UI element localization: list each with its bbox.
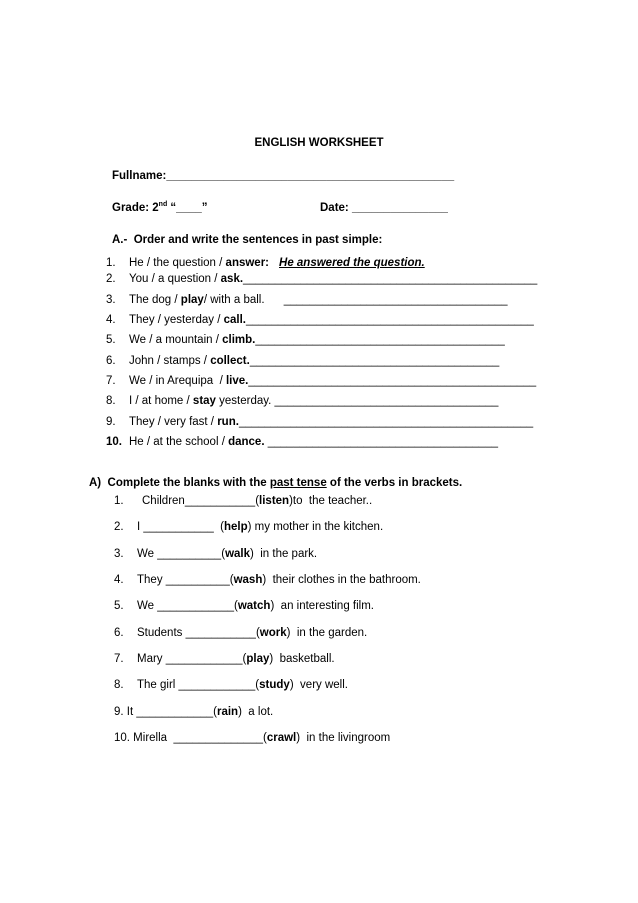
section-a-item-number: 9.: [106, 416, 116, 428]
section-b-item-verb: walk: [225, 548, 250, 560]
section-b-item-rest: in the park.: [253, 548, 318, 560]
section-a-answer-blank[interactable]: _____________________________________________: [246, 314, 534, 326]
section-a-item: [106, 394, 498, 408]
section-b-item-subject: We: [137, 548, 158, 560]
section-b-item-rest: in the livingroom: [300, 732, 391, 744]
close-bracket: ): [238, 706, 242, 718]
section-b-answer-blank[interactable]: ____________: [165, 653, 243, 665]
section-a-item-prompt: They / yesterday /: [129, 314, 224, 326]
section-b-item: [114, 573, 421, 587]
section-a-example-answer: He answered the question.: [279, 257, 425, 269]
section-b-answer-blank[interactable]: __________: [165, 574, 230, 586]
section-b-item-verb: study: [259, 679, 290, 691]
section-a-answer-blank[interactable]: _____________________________________________: [248, 375, 537, 387]
section-b-heading-underlined: past tense: [269, 477, 327, 489]
date-field[interactable]: Date: _______________: [320, 202, 448, 214]
section-b-item-number: 2.: [114, 521, 124, 533]
section-b-item: [114, 652, 335, 666]
section-a-answer-blank[interactable]: _______________________________________: [255, 334, 505, 346]
section-b-item-subject: We: [137, 600, 158, 612]
section-b-item-verb: work: [259, 627, 287, 639]
open-bracket: (: [242, 653, 247, 665]
open-bracket: (: [213, 706, 217, 718]
fullname-field[interactable]: _____________________________________________: [166, 170, 455, 182]
section-a-item: [106, 272, 537, 286]
grade-superscript: nd: [158, 201, 168, 209]
section-b-item-number: 6.: [114, 627, 124, 639]
section-a-answer-blank[interactable]: ___________________________________: [283, 294, 508, 306]
section-b-answer-blank[interactable]: ____________: [178, 679, 256, 691]
section-b-answer-blank[interactable]: ____________: [136, 706, 214, 718]
section-a-item-prompt: He / at the school /: [129, 436, 229, 448]
section-a-item: [106, 333, 505, 347]
section-b-item-verb: watch: [237, 600, 271, 612]
section-b-item: [114, 731, 390, 745]
open-bracket: (: [229, 574, 234, 586]
section-b-item-rest: a lot.: [241, 706, 274, 718]
section-b-item-rest: very well.: [293, 679, 348, 691]
section-a-answer-blank[interactable]: ______________________________________________: [243, 273, 538, 285]
section-b-item-verb: play: [246, 653, 270, 665]
section-b-item: [114, 494, 372, 508]
close-bracket: ): [262, 574, 267, 586]
section-a-item-prompt: I / at home /: [129, 395, 193, 407]
fullname-label: Fullname:: [112, 170, 167, 182]
section-a-item: [106, 354, 499, 368]
section-b-item-verb: listen: [259, 495, 290, 507]
section-a-item-number: 6.: [106, 355, 116, 367]
section-a-item-verb: dance.: [228, 436, 265, 448]
section-b-item-number: 5.: [114, 600, 124, 612]
open-bracket: (: [255, 495, 260, 507]
section-a-answer-blank[interactable]: _______________________________________: [249, 355, 500, 367]
section-a-item-number: 5.: [106, 334, 116, 346]
section-a-answer-blank[interactable]: ____________________________________: [267, 436, 498, 448]
grade-label: Grade: 2: [112, 202, 159, 214]
section-a-item-verb: call.: [223, 314, 246, 326]
section-a-answer-blank[interactable]: ______________________________________________: [238, 416, 534, 428]
section-a-item-prompt: You / a question /: [129, 273, 221, 285]
section-a-answer-blank[interactable]: ___________________________________: [274, 395, 499, 407]
close-bracket: ): [296, 732, 301, 744]
close-bracket: ): [286, 627, 291, 639]
section-a-item: [106, 293, 508, 307]
section-b-item-verb: help: [223, 521, 248, 533]
section-a-item-verb: ask.: [220, 273, 244, 285]
close-bracket: ): [247, 521, 252, 533]
section-a-item-verb: play: [180, 294, 204, 306]
section-a-item-number: 8.: [106, 395, 116, 407]
open-bracket: (: [255, 679, 260, 691]
section-a-item-number: 1.: [106, 257, 116, 269]
section-a-item-verb: stay: [192, 395, 216, 407]
section-b-item-number: 1.: [114, 495, 124, 507]
section-b-heading-post: of the verbs in brackets.: [326, 477, 463, 489]
open-bracket: (: [263, 732, 267, 744]
section-a-item: [106, 313, 534, 327]
section-b-item-number: 7.: [114, 653, 124, 665]
section-a-item-verb: climb.: [222, 334, 256, 346]
section-a-item-number: 7.: [106, 375, 116, 387]
open-bracket: (: [221, 548, 226, 560]
worksheet-title: ENGLISH WORKSHEET: [254, 137, 384, 149]
open-bracket: (: [220, 521, 224, 533]
section-b-heading-pre: A) Complete the blanks with the: [89, 477, 270, 489]
open-bracket: (: [255, 627, 260, 639]
section-b-answer-blank[interactable]: ______________: [173, 732, 263, 744]
section-b-item-rest: my mother in the kitchen.: [251, 521, 384, 533]
section-b-item-verb: wash: [233, 574, 263, 586]
section-a-item-verb: run.: [217, 416, 239, 428]
section-b-answer-blank[interactable]: ___________: [185, 627, 256, 639]
section-b-answer-blank[interactable]: ___________: [143, 521, 221, 533]
section-b-item: [114, 626, 367, 640]
section-b-item-subject: Mary: [137, 653, 166, 665]
section-b-item-subject: The girl: [137, 679, 179, 691]
section-b-item-subject: Students: [137, 627, 186, 639]
section-b-item-rest: an interesting film.: [274, 600, 374, 612]
section-a-item-prompt: We / in Arequipa /: [129, 375, 226, 387]
section-b-item-subject: They: [137, 574, 166, 586]
section-b-item-rest: in the garden.: [290, 627, 368, 639]
section-b-answer-blank[interactable]: ___________: [184, 495, 256, 507]
section-a-item-prompt: They / very fast /: [129, 416, 218, 428]
section-b-item-subject: Children: [142, 495, 185, 507]
section-b-item: [114, 705, 273, 719]
section-a-item-prompt: He / the question /: [129, 257, 226, 269]
section-b-item-number: 4.: [114, 574, 124, 586]
section-b-item: [114, 547, 317, 561]
section-b-item-number: 10. Mirella: [114, 732, 168, 744]
close-bracket: ): [269, 653, 274, 665]
section-b-answer-blank[interactable]: __________: [157, 548, 222, 560]
section-a-item-verb: answer:: [225, 257, 270, 269]
section-b-item-verb: rain: [216, 706, 239, 718]
section-b-item-number: 9. It: [114, 706, 134, 718]
section-a-item: [106, 256, 425, 270]
section-b-heading: [89, 476, 462, 490]
section-a-item-number: 3.: [106, 294, 116, 306]
section-b-answer-blank[interactable]: ____________: [157, 600, 234, 612]
section-a-item: [106, 435, 498, 449]
section-a-item: [106, 415, 533, 429]
close-bracket: ): [270, 600, 275, 612]
section-a-item-rest: / with a ball.: [203, 294, 284, 306]
section-b-item-number: 8.: [114, 679, 124, 691]
section-b-item-subject: I: [137, 521, 144, 533]
fullname-line: [112, 169, 454, 183]
section-b-item-rest: to the teacher..: [292, 495, 373, 507]
section-a-item-prompt: John / stamps /: [129, 355, 211, 367]
grade-line: [112, 201, 208, 215]
section-a-item-verb: live.: [225, 375, 249, 387]
close-bracket: ): [250, 548, 254, 560]
section-b-item-rest: their clothes in the bathroom.: [266, 574, 421, 586]
section-b-item: [114, 599, 374, 613]
section-a-heading: A.- Order and write the sentences in past simple:: [112, 234, 383, 246]
section-a-item: [106, 374, 536, 388]
section-a-item-rest: yesterday.: [215, 395, 275, 407]
section-a-item-number: 2.: [106, 273, 116, 285]
section-b-item-number: 3.: [114, 548, 124, 560]
section-a-item-number: 10.: [106, 436, 122, 448]
section-a-item-prompt: The dog /: [129, 294, 181, 306]
open-bracket: (: [234, 600, 238, 612]
grade-field[interactable]: “____”: [167, 202, 208, 214]
section-a-item-number: 4.: [106, 314, 116, 326]
section-b-item-rest: basketball.: [273, 653, 335, 665]
close-bracket: ): [289, 679, 294, 691]
close-bracket: ): [289, 495, 293, 507]
section-b-item: [114, 678, 348, 692]
section-a-item-verb: collect.: [210, 355, 250, 367]
section-a-item-prompt: We / a mountain /: [129, 334, 223, 346]
section-b-item-verb: crawl: [266, 732, 297, 744]
section-b-item: [114, 520, 383, 534]
